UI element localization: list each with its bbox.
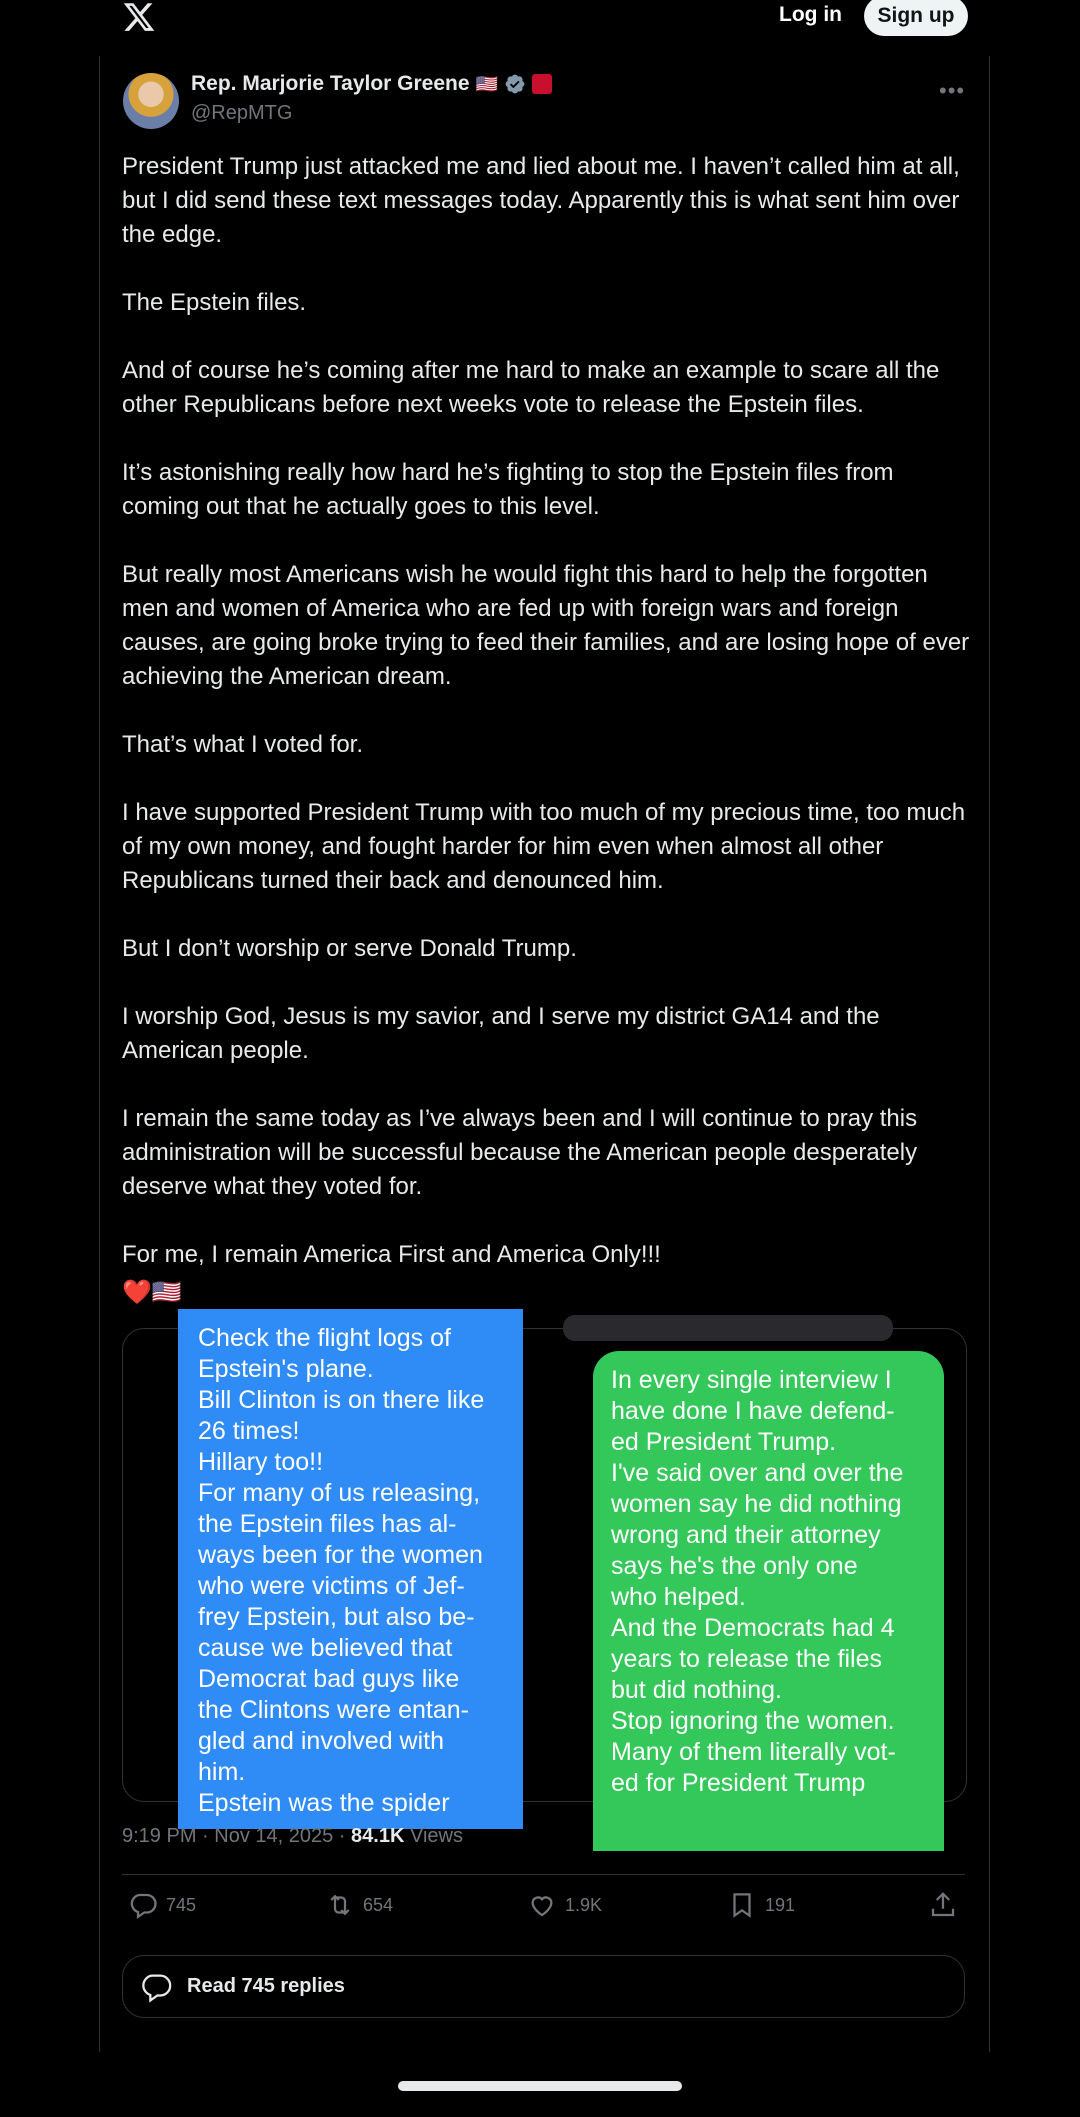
- author-handle[interactable]: @RepMTG: [191, 102, 293, 124]
- home-indicator[interactable]: [398, 2081, 682, 2091]
- reply-button[interactable]: [128, 1890, 196, 1920]
- read-replies-label: Read 745 replies: [187, 1975, 345, 1997]
- share-icon: [928, 1890, 958, 1920]
- green-text-bubble: In every single interview I have done I have defend- ed President Trump. I've said over and over the women say he did nothing wrong and their attorney says he's the only one who helped. And the Democrats had 4 years to release the files but did nothing. Stop ignoring the women. Many of them literally vot- ed for President Trump: [593, 1351, 944, 1851]
- tweet-paragraph: The Epstein files.: [122, 289, 307, 316]
- tweet-paragraph: For me, I remain America First and America Only!!!: [122, 1241, 661, 1268]
- reply-icon: [128, 1890, 158, 1920]
- author-name[interactable]: Rep. Marjorie Taylor Greene: [191, 72, 470, 95]
- share-button[interactable]: [928, 1890, 958, 1920]
- read-replies-button[interactable]: [122, 1955, 965, 2018]
- flag-emoji: 🇺🇸: [475, 73, 498, 94]
- tweet-paragraph: President Trump just attacked me and lied about me. I haven’t called him at all, but I did send these text messages today. Apparently this is what sent him over the edge.: [122, 153, 960, 248]
- x-logo-icon[interactable]: [122, 0, 156, 34]
- tweet-time[interactable]: 9:19 PM: [122, 1825, 197, 1847]
- comment-icon: [139, 1970, 173, 2004]
- tweet-paragraph: But really most Americans wish he would fight this hard to help the forgotten men and women of America who are fed up with foreign wars and foreign causes, are going broke trying to feed their families, and are losing hope of ever achieving the American dream.: [122, 561, 970, 690]
- signup-button[interactable]: Sign up: [864, 0, 968, 36]
- tweet-date[interactable]: Nov 14, 2025: [214, 1825, 334, 1847]
- affiliation-badge-icon: [532, 74, 552, 94]
- tweet-paragraph: I remain the same today as I’ve always been and I will continue to pray this administration will be successful because the American people desperately deserve what they voted for.: [122, 1105, 918, 1200]
- action-bar: [122, 1890, 965, 1930]
- tweet-paragraph: And of course he’s coming after me hard to make an example to scare all the other Republicans before next weeks vote to release the Epstein files.: [122, 357, 940, 418]
- views-count: 84.1K: [351, 1825, 405, 1847]
- bookmark-button[interactable]: [727, 1890, 795, 1920]
- bookmark-icon: [727, 1890, 757, 1920]
- media-image[interactable]: [122, 1324, 967, 1817]
- avatar[interactable]: [123, 73, 179, 129]
- gray-bubble-fragment: [563, 1315, 893, 1341]
- tweet-paragraph: I have supported President Trump with too much of my precious time, too much of my own money, and fought harder for him even when almost all other Republicans turned their back and denounced him.: [122, 799, 966, 894]
- divider: [122, 1874, 965, 1875]
- repost-icon: [325, 1890, 355, 1920]
- verified-badge-icon: [504, 73, 526, 95]
- tweet-paragraph: But I don’t worship or serve Donald Trump.: [122, 935, 577, 962]
- repost-button[interactable]: [325, 1890, 393, 1920]
- reply-count: 745: [166, 1894, 197, 1915]
- top-bar: [0, 0, 1080, 40]
- heart-icon: [527, 1890, 557, 1920]
- emoji-line: ❤️🇺🇸: [122, 1279, 182, 1306]
- tweet-paragraph: It’s astonishing really how hard he’s fighting to stop the Epstein files from coming out that he actually goes to this level.: [122, 459, 894, 520]
- tweet-paragraph: That’s what I voted for.: [122, 731, 364, 758]
- like-count: 1.9K: [565, 1894, 603, 1915]
- tweet-paragraph: I worship God, Jesus is my savior, and I serve my district GA14 and the American people.: [122, 1003, 880, 1064]
- tweet-text: [122, 150, 972, 1272]
- views-label: Views: [409, 1825, 463, 1847]
- repost-count: 654: [363, 1894, 394, 1915]
- bookmark-count: 191: [765, 1894, 796, 1915]
- blue-text-bubble: Check the flight logs of Epstein's plane. Bill Clinton is on there like 26 times! Hillary too!! For many of us releasing, the Epstein files has al- ways been for the women who were victims of Jef- frey Epstein, but also be- cause we believed that Democrat bad guys like the Clintons were entan- gled and involved with him. Epstein was the spider: [178, 1309, 523, 1829]
- login-link[interactable]: Log in: [779, 3, 842, 26]
- like-button[interactable]: [527, 1890, 602, 1920]
- author-name-row[interactable]: [191, 72, 552, 96]
- tweet-meta: 9:19 PM · Nov 14, 2025 · 84.1K Views: [122, 1825, 463, 1847]
- more-options-icon[interactable]: •••: [939, 78, 966, 103]
